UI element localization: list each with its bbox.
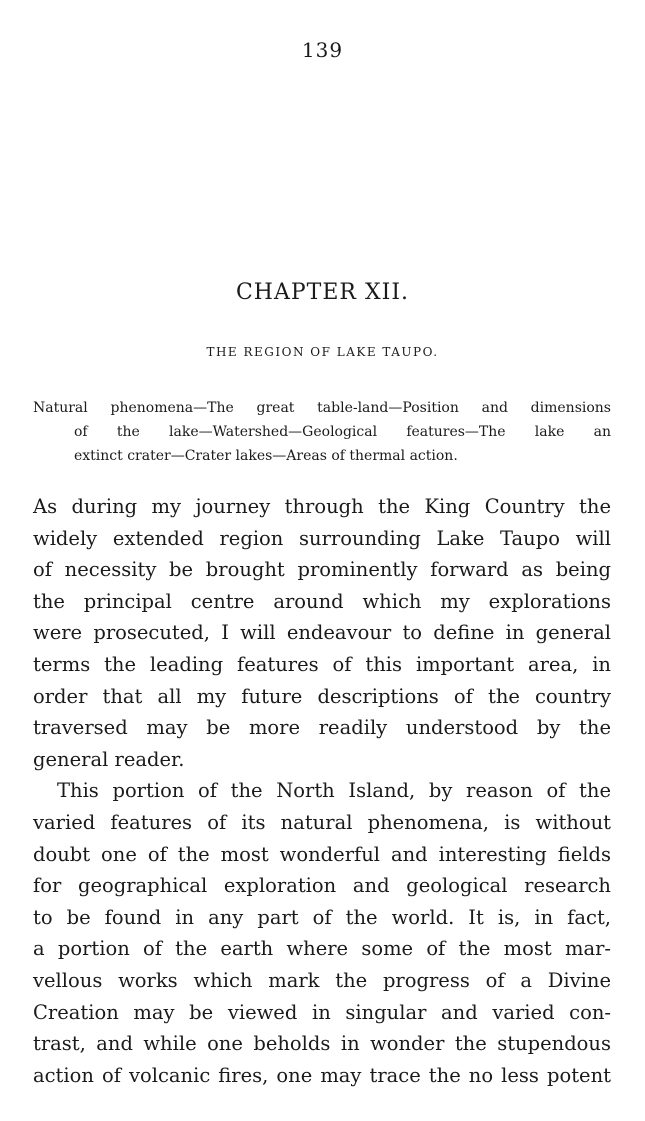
- text-line: This portion of the North Island, by reason of the: [57, 779, 611, 803]
- text-line: trast, and while one beholds in wonder the stupendous: [33, 1032, 611, 1056]
- synopsis-line: Natural phenomena—The great table-land—Position and dimensions: [33, 400, 611, 416]
- text-line: order that all my future descriptions of the country: [33, 684, 611, 708]
- text-line: the principal centre around which my explorations: [33, 589, 611, 613]
- text-line: a portion of the earth where some of the most mar-: [33, 937, 611, 961]
- paragraph-1: [33, 491, 611, 775]
- text-line: vellous works which mark the progress of a Divine: [33, 968, 611, 992]
- text-line: varied features of its natural phenomena, is without: [33, 810, 611, 834]
- synopsis-line: extinct crater—Crater lakes—Areas of thermal action.: [74, 448, 458, 464]
- text-line: to be found in any part of the world. It is, in fact,: [33, 905, 611, 929]
- text-line: doubt one of the most wonderful and interesting fields: [33, 842, 611, 866]
- text-line: widely extended region surrounding Lake Taupo will: [33, 526, 611, 550]
- synopsis-line: of the lake—Watershed—Geological features—The lake an: [74, 424, 611, 440]
- text-line: action of volcanic fires, one may trace the no less potent: [33, 1063, 611, 1087]
- paragraph-2: [33, 775, 611, 1091]
- page-number: 139: [301, 38, 344, 62]
- text-line: were prosecuted, I will endeavour to define in general: [33, 621, 611, 645]
- text-line: Creation may be viewed in singular and varied con-: [33, 1000, 611, 1024]
- body-text: [33, 491, 611, 1091]
- chapter-title: CHAPTER XII.: [235, 280, 410, 305]
- text-line: general reader.: [33, 747, 185, 771]
- text-line: As during my journey through the King Country the: [33, 495, 611, 518]
- text-line: traversed may be more readily understood by the: [33, 716, 611, 740]
- chapter-synopsis: [33, 396, 611, 468]
- text-line: of necessity be brought prominently forward as being: [33, 558, 611, 582]
- chapter-subtitle: THE REGION OF LAKE TAUPO.: [206, 345, 439, 359]
- text-line: for geographical exploration and geological research: [33, 874, 611, 898]
- text-line: terms the leading features of this important area, in: [33, 652, 611, 676]
